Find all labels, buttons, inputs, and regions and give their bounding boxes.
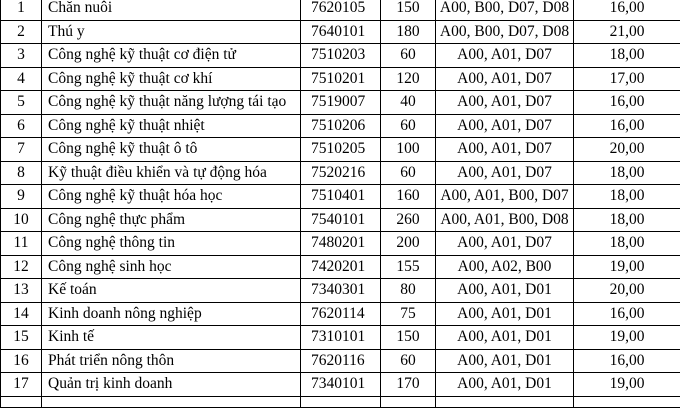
quota: 180 [381,20,436,44]
table-row [1,44,680,68]
table-row [1,373,680,397]
cutoff-score: 19,00 [574,255,680,279]
program-code: 7519007 [301,91,381,115]
program-code: 7510401 [301,185,381,209]
row-number: 11 [1,232,42,256]
quota-partial [381,396,436,407]
quota: 60 [381,44,436,68]
cutoff-score: 16,00 [574,302,680,326]
program-code: 7520216 [301,161,381,185]
table-row [1,349,680,373]
subject-combinations: A00, A01, D07 [436,67,574,91]
table-row [1,161,680,185]
quota: 80 [381,279,436,303]
subject-combinations: A00, A01, D01 [436,279,574,303]
subject-combinations: A00, A02, B00 [436,255,574,279]
table-row [1,302,680,326]
quota: 60 [381,349,436,373]
row-number: 17 [1,373,42,397]
program-code: 7510203 [301,44,381,68]
program-name: Công nghệ thông tin [42,232,301,256]
cutoff-score: 19,00 [574,373,680,397]
table-row [1,20,680,44]
subject-combinations: A00, B00, D07, D08 [436,20,574,44]
quota: 100 [381,138,436,162]
program-code: 7620114 [301,302,381,326]
cutoff-score: 17,00 [574,67,680,91]
subject-combinations-partial [436,396,574,407]
table-row [1,91,680,115]
program-name: Công nghệ kỹ thuật cơ điện tử [42,44,301,68]
subject-combinations: A00, B00, D07, D08 [436,0,574,20]
quota: 60 [381,114,436,138]
row-number: 12 [1,255,42,279]
cutoff-score: 20,00 [574,138,680,162]
program-code: 7640101 [301,20,381,44]
cutoff-score: 18,00 [574,208,680,232]
program-code: 7620116 [301,349,381,373]
row-number: 10 [1,208,42,232]
program-name: Công nghệ kỹ thuật cơ khí [42,67,301,91]
program-name: Công nghệ kỹ thuật nhiệt [42,114,301,138]
program-name-partial [42,396,301,407]
program-code-partial [301,396,381,407]
subject-combinations: A00, A01, D07 [436,44,574,68]
subject-combinations: A00, A01, B00, D08 [436,208,574,232]
subject-combinations: A00, A01, D01 [436,349,574,373]
program-name: Công nghệ sinh học [42,255,301,279]
subject-combinations: A00, A01, D07 [436,232,574,256]
subject-combinations: A00, A01, D07 [436,161,574,185]
quota: 155 [381,255,436,279]
subject-combinations: A00, A01, D01 [436,302,574,326]
row-number: 15 [1,326,42,350]
cutoff-score-partial [574,396,680,407]
program-code: 7540101 [301,208,381,232]
cutoff-score: 16,00 [574,349,680,373]
program-code: 7310101 [301,326,381,350]
program-name: Kỹ thuật điều khiển và tự động hóa [42,161,301,185]
table-row [1,67,680,91]
table-row [1,255,680,279]
program-name: Phát triển nông thôn [42,349,301,373]
cutoff-score: 18,00 [574,232,680,256]
table-row [1,185,680,209]
cutoff-score: 19,00 [574,326,680,350]
table-row [1,326,680,350]
program-name: Kinh doanh nông nghiệp [42,302,301,326]
program-code: 7420201 [301,255,381,279]
row-number: 4 [1,67,42,91]
cutoff-score: 18,00 [574,185,680,209]
row-number: 16 [1,349,42,373]
cutoff-score: 18,00 [574,44,680,68]
cutoff-score: 21,00 [574,20,680,44]
row-number: 1 [1,0,42,20]
quota: 260 [381,208,436,232]
quota: 200 [381,232,436,256]
row-number: 5 [1,91,42,115]
program-name: Chăn nuôi [42,0,301,20]
program-code: 7510205 [301,138,381,162]
quota: 40 [381,91,436,115]
program-name: Công nghệ thực phẩm [42,208,301,232]
program-name: Quản trị kinh doanh [42,373,301,397]
row-number: 7 [1,138,42,162]
program-name: Kinh tế [42,326,301,350]
table-row [1,232,680,256]
subject-combinations: A00, A01, D07 [436,114,574,138]
table-row [1,138,680,162]
quota: 120 [381,67,436,91]
program-name: Công nghệ kỹ thuật hóa học [42,185,301,209]
subject-combinations: A00, A01, D07 [436,91,574,115]
table-row [1,114,680,138]
subject-combinations: A00, A01, D01 [436,326,574,350]
cutoff-score: 20,00 [574,279,680,303]
program-code: 7340301 [301,279,381,303]
program-code: 7510206 [301,114,381,138]
program-code: 7480201 [301,232,381,256]
row-number: 6 [1,114,42,138]
subject-combinations: A00, A01, D07 [436,138,574,162]
cutoff-score: 16,00 [574,91,680,115]
program-code: 7510201 [301,67,381,91]
program-code: 7340101 [301,373,381,397]
quota: 75 [381,302,436,326]
row-number: 14 [1,302,42,326]
quota: 60 [381,161,436,185]
quota: 150 [381,326,436,350]
cutoff-score: 18,00 [574,161,680,185]
table-row [1,208,680,232]
row-number: 8 [1,161,42,185]
table-row [1,279,680,303]
cutoff-score: 16,00 [574,0,680,20]
program-name: Công nghệ kỹ thuật năng lượng tái tạo [42,91,301,115]
program-name: Thú y [42,20,301,44]
row-number: 2 [1,20,42,44]
table-body [1,0,680,407]
row-number: 3 [1,44,42,68]
quota: 170 [381,373,436,397]
quota: 150 [381,0,436,20]
subject-combinations: A00, A01, D01 [436,373,574,397]
program-name: Công nghệ kỹ thuật ô tô [42,138,301,162]
cutoff-score: 16,00 [574,114,680,138]
table-row [1,0,680,20]
program-code: 7620105 [301,0,381,20]
row-number: 13 [1,279,42,303]
row-number: 9 [1,185,42,209]
subject-combinations: A00, A01, B00, D07 [436,185,574,209]
table-row-partial [1,396,680,407]
row-number-partial [1,396,42,407]
program-name: Kế toán [42,279,301,303]
quota: 160 [381,185,436,209]
